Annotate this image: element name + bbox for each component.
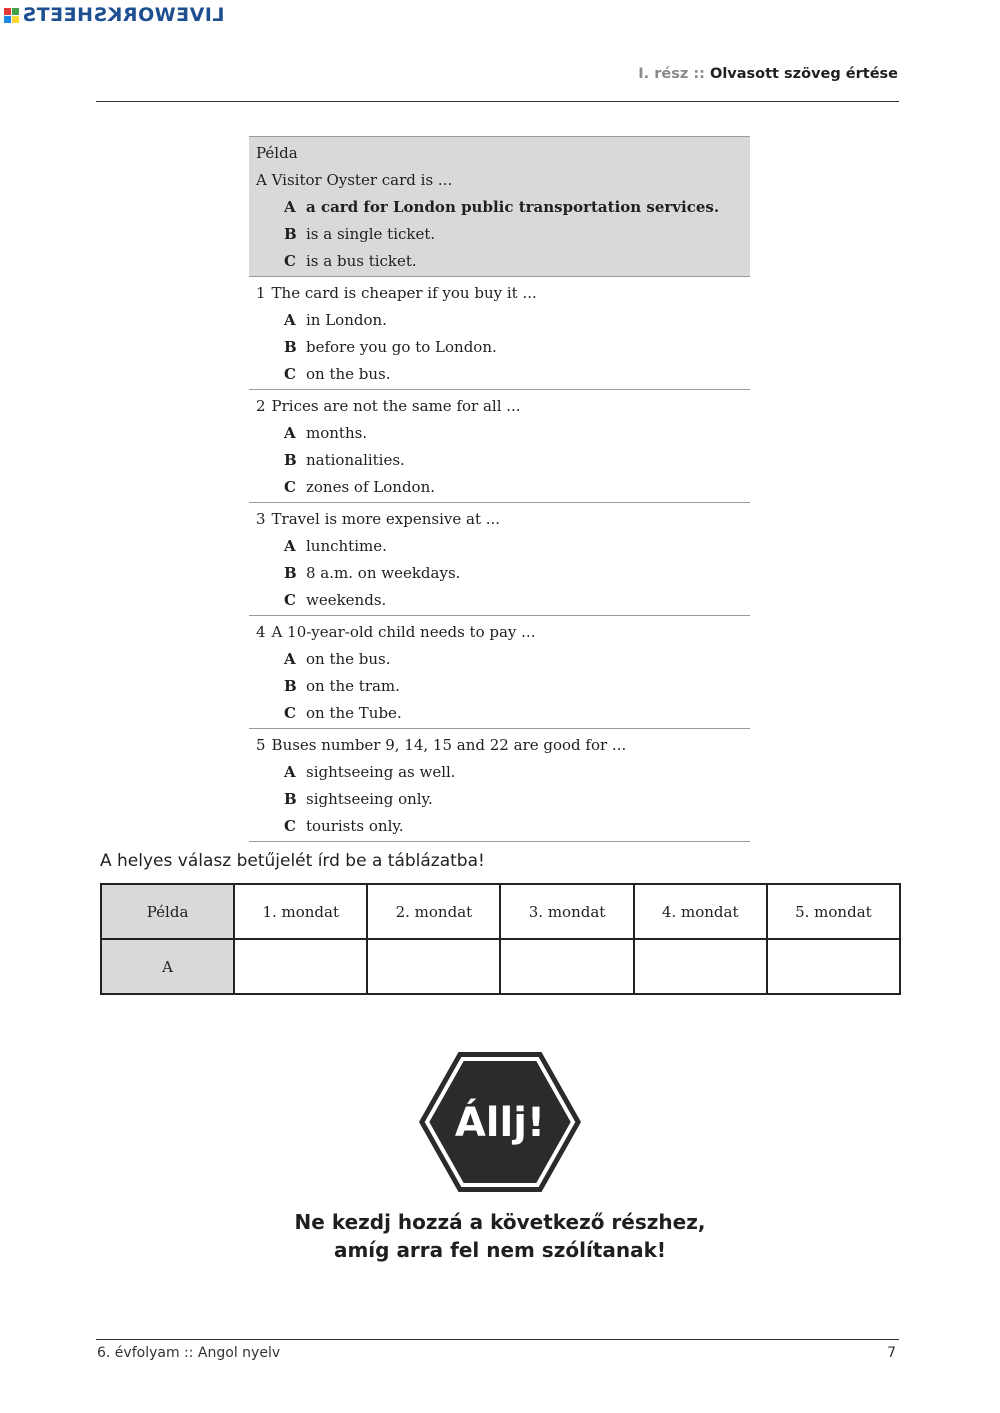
option-text: on the bus. (306, 365, 391, 383)
option-a[interactable] (256, 307, 744, 334)
option-text: zones of London. (306, 478, 436, 496)
option-letter: B (284, 677, 297, 695)
option-b[interactable] (256, 447, 744, 474)
header-cell-3: 3. mondat (500, 884, 633, 939)
section-part: I. rész :: (638, 66, 705, 82)
option-c[interactable] (256, 700, 744, 727)
logo-square (12, 16, 19, 23)
option-letter: A (284, 424, 296, 442)
option-letter: B (284, 564, 297, 582)
option-letter: A (284, 650, 296, 668)
example-option-b (256, 221, 744, 248)
example-option-c (256, 248, 744, 275)
header-cell-4: 4. mondat (634, 884, 767, 939)
option-letter: B (284, 225, 297, 243)
header-cell-example: Példa (101, 884, 234, 939)
section-title: Olvasott szöveg értése (710, 66, 898, 82)
answer-cell-5[interactable] (767, 939, 900, 994)
page-number: 7 (887, 1345, 896, 1361)
question-3 (249, 503, 750, 616)
question-1 (249, 277, 750, 390)
answer-table-answer-row (101, 939, 900, 994)
answer-cell-example: A (101, 939, 234, 994)
logo-text: LIVEWORKSHEETS (22, 4, 225, 26)
option-text: weekends. (306, 591, 387, 609)
question-stem: The card is cheaper if you buy it ... (271, 284, 537, 302)
example-stem: A Visitor Oyster card is ... (256, 171, 453, 189)
option-c[interactable] (256, 361, 744, 388)
example-label: Példa (256, 144, 298, 162)
question-number: 4 (256, 623, 266, 641)
logo-square (12, 8, 19, 15)
question-list (249, 136, 750, 842)
answer-table (100, 883, 901, 995)
option-text: nationalities. (306, 451, 405, 469)
option-letter: C (284, 365, 296, 383)
option-b[interactable] (256, 334, 744, 361)
option-letter: A (284, 198, 296, 216)
answer-cell-1[interactable] (234, 939, 367, 994)
option-text: in London. (306, 311, 387, 329)
option-text: sightseeing only. (306, 790, 433, 808)
option-letter: C (284, 591, 296, 609)
option-a[interactable] (256, 646, 744, 673)
option-letter: C (284, 252, 296, 270)
option-b[interactable] (256, 786, 744, 813)
footer-rule (96, 1339, 899, 1340)
example-option-a (256, 194, 744, 221)
option-letter: C (284, 817, 296, 835)
option-text: 8 a.m. on weekdays. (306, 564, 461, 582)
option-c[interactable] (256, 474, 744, 501)
section-header (638, 66, 898, 82)
option-text: on the bus. (306, 650, 391, 668)
option-c[interactable] (256, 813, 744, 840)
header-cell-1: 1. mondat (234, 884, 367, 939)
question-stem: Prices are not the same for all ... (271, 397, 521, 415)
stop-sign-text: Állj! (454, 1100, 546, 1146)
option-letter: B (284, 338, 297, 356)
option-a[interactable] (256, 533, 744, 560)
header-rule (96, 101, 899, 102)
example-question (249, 136, 750, 277)
option-text: months. (306, 424, 368, 442)
option-letter: C (284, 478, 296, 496)
option-letter: C (284, 704, 296, 722)
question-number: 5 (256, 736, 266, 754)
question-number: 3 (256, 510, 266, 528)
option-text: sightseeing as well. (306, 763, 456, 781)
answer-cell-2[interactable] (367, 939, 500, 994)
stop-message-line2: amíg arra fel nem szólítanak! (333, 1238, 667, 1262)
stop-message (0, 1208, 1000, 1264)
question-number: 1 (256, 284, 266, 302)
question-stem: A 10-year-old child needs to pay ... (271, 623, 536, 641)
option-text: is a single ticket. (306, 225, 436, 243)
option-text: a card for London public transportation services. (306, 198, 720, 216)
liveworksheets-logo (4, 4, 225, 26)
option-letter: B (284, 790, 297, 808)
option-text: is a bus ticket. (306, 252, 417, 270)
logo-squares-icon (4, 8, 19, 23)
logo-square (4, 16, 11, 23)
option-b[interactable] (256, 560, 744, 587)
option-text: tourists only. (306, 817, 404, 835)
option-text: before you go to London. (306, 338, 497, 356)
option-letter: A (284, 311, 296, 329)
option-letter: A (284, 537, 296, 555)
answer-table-header-row (101, 884, 900, 939)
question-2 (249, 390, 750, 503)
instruction-text: A helyes válasz betűjelét írd be a táblázatba! (100, 851, 485, 871)
logo-square (4, 8, 11, 15)
answer-cell-3[interactable] (500, 939, 633, 994)
option-c[interactable] (256, 587, 744, 614)
question-5 (249, 729, 750, 842)
option-text: on the Tube. (306, 704, 402, 722)
question-4 (249, 616, 750, 729)
option-letter: B (284, 451, 297, 469)
stop-sign-icon (417, 1050, 583, 1194)
option-a[interactable] (256, 420, 744, 447)
header-cell-5: 5. mondat (767, 884, 900, 939)
header-cell-2: 2. mondat (367, 884, 500, 939)
question-stem: Travel is more expensive at ... (271, 510, 501, 528)
answer-cell-4[interactable] (634, 939, 767, 994)
option-text: lunchtime. (306, 537, 387, 555)
option-text: on the tram. (306, 677, 400, 695)
option-letter: A (284, 763, 296, 781)
stop-message-line1: Ne kezdj hozzá a következő részhez, (294, 1210, 706, 1234)
footer-grade-subject: 6. évfolyam :: Angol nyelv (97, 1345, 281, 1361)
question-stem: Buses number 9, 14, 15 and 22 are good for ... (271, 736, 627, 754)
question-number: 2 (256, 397, 266, 415)
option-a[interactable] (256, 759, 744, 786)
option-b[interactable] (256, 673, 744, 700)
